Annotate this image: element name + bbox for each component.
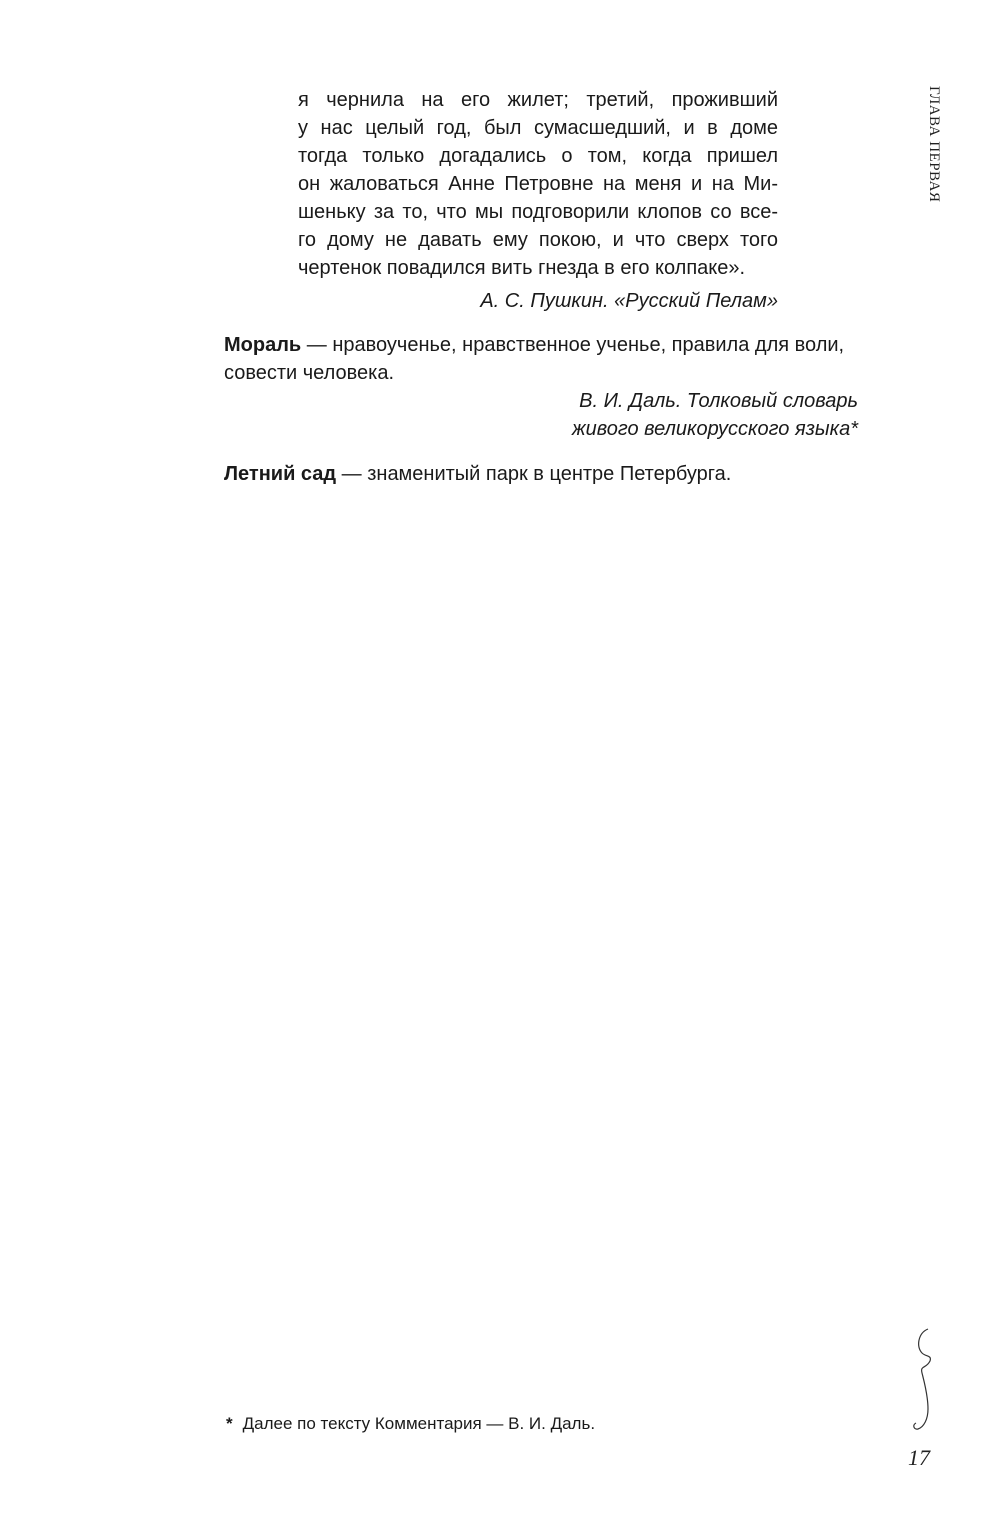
ornament-icon <box>904 1325 944 1435</box>
quote-line: шеньку за то, что мы подговорили клопов со все- <box>298 201 778 223</box>
quote-line: я чернила на его жилет; третий, проживший <box>298 89 778 111</box>
entry-term: Летний сад <box>224 463 337 485</box>
attribution-line: живого великорусского языка* <box>571 418 858 440</box>
footnote-text: Далее по тексту Комментария — В. И. Даль. <box>242 1414 596 1433</box>
quote-line: он жаловаться Анне Петровне на меня и на Ми- <box>298 173 778 195</box>
entry-definition: — нравоученье, нравственное ученье, правила для воли, совести человека. <box>224 334 845 384</box>
footnote <box>226 1412 595 1436</box>
quote-block <box>298 86 778 282</box>
entry-definition: — знаменитый парк в центре Петербурга. <box>336 463 732 485</box>
entry-term: Мораль <box>224 334 302 356</box>
glossary-entry-moral <box>224 331 860 387</box>
page-number: 17 <box>908 1445 930 1470</box>
attribution-line: В. И. Даль. Толковый словарь <box>579 390 858 412</box>
running-head: ГЛАВА ПЕРВАЯ <box>926 86 942 203</box>
footnote-marker: * <box>226 1414 233 1433</box>
quote-line: тогда только догадались о том, когда пришел <box>298 145 778 167</box>
quote-line: у нас целый год, был сумасшедший, и в доме <box>298 117 778 139</box>
dictionary-attribution <box>572 387 858 443</box>
quote-line: го дому не давать ему покою, и что сверх того <box>298 229 778 251</box>
quote-attribution: А. С. Пушкин. «Русский Пелам» <box>480 290 778 312</box>
quote-line: чертенок повадился вить гнезда в его колпаке». <box>298 257 746 279</box>
glossary-entry-letniy-sad <box>224 460 860 488</box>
